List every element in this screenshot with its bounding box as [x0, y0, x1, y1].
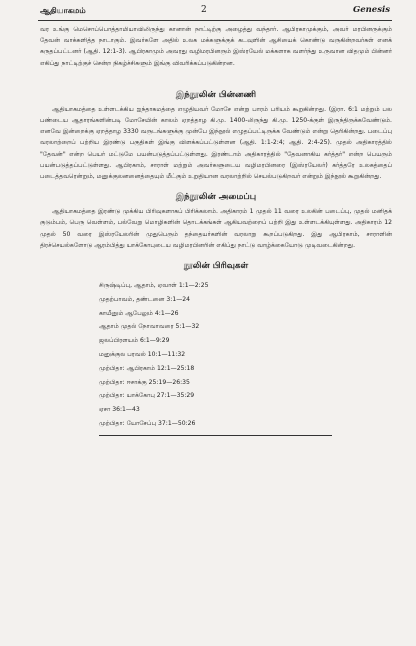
- paragraph-structure: ஆதியாகமத்தை இரண்டு முக்கிய பிரிவுகளாகப் பிரிக்கலாம். அதிகாரம் 1 முதல் 11 வரை உலகின் படைப்பு, முதல் மனிதக் குடும்பம், பெரு வெள்ளம், பல்வேறு மொழிகளின் தொடக்கங்கள் ஆகியவற்றைப் பற்றி இது உள்ளடக்கியுள்ளது. அதிகாரம் 12 முதல் 50 வரை இஸ்ரயேலரின் முதுபெரும் தந்தையர்களின் வரலாறு கூறப்படுகிறது. இது ஆபிரகாம், சாராளின் திரச்செயல்களோடு ஆரம்பித்து யாக்கோபுடைய வழிமரபினரின் எகிப்து நாட்டு வாழ்க்கையோடு முடிவடைகின்றது.: [40, 208, 392, 249]
- division-item: முற்பிதா: ஆபிரகாம் 12:1—25:18: [99, 364, 195, 372]
- division-item: முற்பிதா: ஈசாக்கு 25:19—26:35: [99, 378, 190, 386]
- paragraph-background: ஆதியாகமத்தை உள்ளடக்கிய ஐந்தாகமத்தை எழுதியவர் மோசே என்று பாரம் பரியம் கூறுகின்றது. (இரா. 6:1 மற்றும் பல பண்டைய ஆதாரங்களின்படி மோசேயின் காலம் ஏறத்தாழ கி.மு. 1400-லிருந்து கி.மு. 1250-க்குள் இருந்திருக்கவேண்டும். எனவே இன்றைக்கு ஏறத்தாழ 3330 வருடங்களுக்கு முன்பே இந்நூல் எழுதப்பட்டிருக்க வேண்டும் என்று தெரிகின்றது. படைப்பு வரலாற்றைப் பற்றிய இரண்டு பகுதிகள் இங்கு விளக்கப்பட்டுள்ளன (ஆதி. 1:1-2:4; ஆதி. 2:4-25). முதல் அதிகாரத்தில் "தேவன்" என்ற பெயர் மட்டுமே பயன்படுத்தப்பட்டுள்ளது. இரண்டாம் அதிகாரத்தில் "தேவனாகிய கர்த்தர்" என்ற பெயரும் பயன்படுத்தப்பட்டுள்ளது. ஆபிரகாம், சாராள் மற்றும் அவர்களுடைய வழிமரபினரை (இஸ்ரயேலர்) கர்த்தரே உலகத்தைப் படைத்தவரென்றும், மனுக்குலனனைத்தையும் மீட்கும் உறுதியான வரலாற்றில் செயல்படுகிறவர் என்றும் இந்நூல் கூறுகின்றது.: [40, 105, 392, 181]
- running-header-title-english: Genesis: [352, 5, 390, 15]
- page-number: 2: [201, 5, 207, 15]
- division-item: சிருஷ்டிப்பு, ஆதாம், ஏவாள் 1:1—2:25: [99, 282, 209, 290]
- divisions-list: [40, 279, 392, 431]
- heading-structure: இந்நூலின் அமைப்பு: [175, 192, 257, 203]
- heading-divisions: நூலின் பிரிவுகள்: [183, 261, 249, 272]
- division-item: ஆதாம் முதல் நோவாவரை 5:1—32: [99, 323, 200, 331]
- end-rule: [99, 435, 332, 436]
- division-item: முற்பிதா: யாக்கோபு 27:1—35:29: [99, 392, 195, 400]
- division-item: முதற்பாவம், தண்டனை 3:1—24: [99, 295, 191, 303]
- heading-background: இந்நூலின் பின்னணி: [175, 89, 257, 100]
- division-item: மனுக்குல பரவல் 10:1—11:32: [99, 351, 186, 359]
- paragraph-opening: வர உங்கு மெசொப்பொத்தாமியாவிலிருந்து கானான் நாட்டிற்கு அழைத்து வந்தார். ஆபிரகாமுக்கும், அவர் மரபினருக்கும் தேவன் வாக்களித்த நாடாகும். இவர்களே அதில் உலக மக்களுக்குக் கடவுளின் ஆசியைக் கொண்டு வருகின்றவர்கள் எனக் கருதப்பட்டனர் (ஆதி. 12:1-3). ஆபிரகாமும் அவரது வழிமரபினரும் இஸ்ரயேல் மக்களாக வளர்ந்து உருவான விதமும் பின்னர் எகிப்து நாட்டிற்குச் சென்ற நிகழ்ச்சிகளும் இங்கு விவரிக்கப்படுகின்றன.: [40, 26, 392, 67]
- header-rule: [38, 20, 392, 21]
- division-item: ஏசா 36:1—43: [99, 406, 140, 414]
- division-item: ஜலப்பிரளயம் 6:1—9:29: [99, 337, 170, 345]
- division-item: காயீனும் ஆபேலும் 4:1—26: [99, 309, 179, 317]
- division-item: முற்பிதா: யோசேப்பு 37:1—50:26: [99, 420, 196, 428]
- running-header-title: ஆதியாகமம்: [40, 6, 86, 15]
- page-content: [40, 24, 392, 436]
